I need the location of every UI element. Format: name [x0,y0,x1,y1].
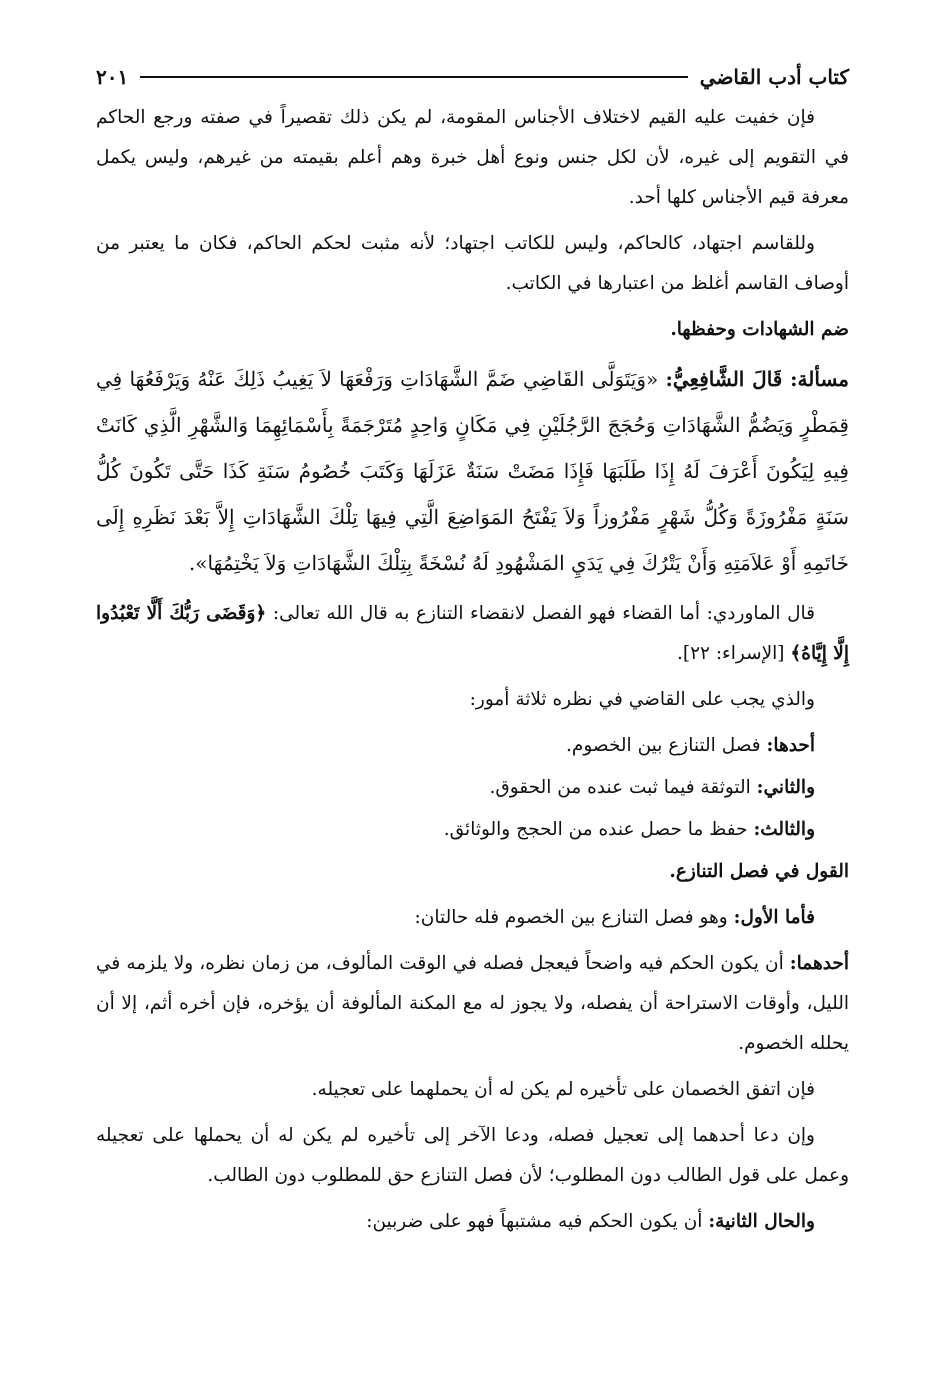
ahaduhuma-text: أن يكون الحكم فيه واضحاً فيعجل فصله في الوقت المألوف، من زمان نظره، ولا يلزمه في الليل، وأوقات الاستراحة أن يفصله، ولا يجوز له مع المكنة المألوفة أن يؤخره، فإن أخره أثم، إلا أن يحلله الخصوم. [96,953,849,1054]
item-label: والثاني: [756,777,815,798]
paragraph [96,1202,849,1242]
masala-text: «وَيَتَوَلَّى القَاضِي ضَمَّ الشَّهَادَاتِ وَرَفْعَهَا لاَ يَغِيبُ ذَلِكَ عَنْهُ وَيَرْفَعُهَا فِي قِمَطْرٍ وَيَضُمُّ الشَّهَادَاتِ وَحُجَجَ الرَّجُلَيْنِ فِي مَكَانٍ وَاحِدٍ مُتَرْجَمَةً بِأَسْمَائِهِمَا وَالشَّهْرِ الَّذِي كَانَتْ فِيهِ لِيَكُونَ أَعْرَفَ لَهُ إِذَا طَلَبَهَا فَإِذَا مَضَتْ سَنَةٌ عَزَلَهَا وَكَتَبَ خُصُومُ سَنَةِ كَذَا حَتَّى تَكُونَ كُلُّ سَنَةٍ مَفْرُوزَةً وَكُلُّ شَهْرٍ مَفْرُوزاً وَلاَ يَفْتَحُ المَوَاضِعَ الَّتِي فِيهَا تِلْكَ الشَّهَادَاتِ إِلاَّ بَعْدَ نَظَرِهِ إِلَى خَاتَمِهِ أَوْ عَلاَمَتِهِ وَأَنْ يَتْرُكَ فِي يَدَيِ المَشْهُودِ لَهُ نُسْخَةً بِتِلْكَ الشَّهَادَاتِ وَلاَ يَخْتِمُهَا». [96,367,849,575]
section-heading: ضم الشهادات وحفظها. [670,319,849,340]
item-text: حفظ ما حصل عنده من الحجج والوثائق. [443,819,748,840]
paragraph: فإن اتفق الخصمان على تأخيره لم يكن له أن يحملهما على تعجيله. [311,1079,815,1100]
first-label: فأما الأول: [733,907,815,928]
list-item [96,810,815,850]
page-header [96,62,849,92]
shafii-quote [96,356,849,586]
first-text: وهو فصل التنازع بين الخصوم فله حالتان: [414,907,728,928]
paragraph: وإن دعا أحدهما إلى تعجيل فصله، ودعا الآخر إلى تأخيره لم يكن له أن يحملها على تعجيله وعمل على قول الطالب دون المطلوب؛ لأن فصل التنازع حق للمطلوب دون الطالب. [96,1125,849,1186]
mawardi-intro: قال الماوردي: أما القضاء فهو الفصل لانقضاء التنازع به قال الله تعالى: [272,603,815,624]
list-item [96,726,815,766]
header-rule [140,76,688,78]
paragraph [96,898,849,938]
second-text: أن يكون الحكم فيه مشتبهاً فهو على ضربين: [366,1211,703,1232]
paragraph: وللقاسم اجتهاد، كالحاكم، وليس للكاتب اجتهاد؛ لأنه مثبت لحكم الحاكم، فكان ما يعتبر من أوصاف القاسم أغلظ من اعتبارها في الكاتب. [96,233,849,294]
item-text: التوثقة فيما ثبت عنده من الحقوق. [489,777,751,798]
section-heading: القول في فصل التنازع. [669,861,849,882]
ahaduhuma-label: أحدهما: [789,953,849,974]
page-number: ٢٠١ [96,65,129,89]
paragraph: فإن خفيت عليه القيم لاختلاف الأجناس المقومة، لم يكن ذلك تقصيراً في صفته ورجع الحاكم في التقويم إلى غيره، لأن لكل جنس ونوع أهل خبرة وهم أعلم بقيمته من غيرهم، وليس يكمل معرفة قيم الأجناس كلها أحد. [96,107,849,208]
masala-label: مسألة: قَالَ الشَّافِعِيُّ: [665,367,850,391]
quran-verse: ﴿وَقَضَى رَبُّكَ أَلَّا تَعْبُدُوا إِلَّا إِيَّاهُ﴾ [96,603,849,664]
paragraph [96,944,849,1064]
item-label: أحدها: [766,735,815,756]
page-body [96,98,849,1242]
item-text: فصل التنازع بين الخصوم. [566,735,761,756]
book-title: كتاب أدب القاضي [699,65,849,89]
verse-reference: [الإسراء: ٢٢]. [676,643,785,664]
item-label: والثالث: [753,819,815,840]
second-label: والحال الثانية: [708,1211,815,1232]
list-item [96,768,815,808]
mawardi-paragraph [96,594,849,674]
paragraph: والذي يجب على القاضي في نظره ثلاثة أمور: [469,689,815,710]
